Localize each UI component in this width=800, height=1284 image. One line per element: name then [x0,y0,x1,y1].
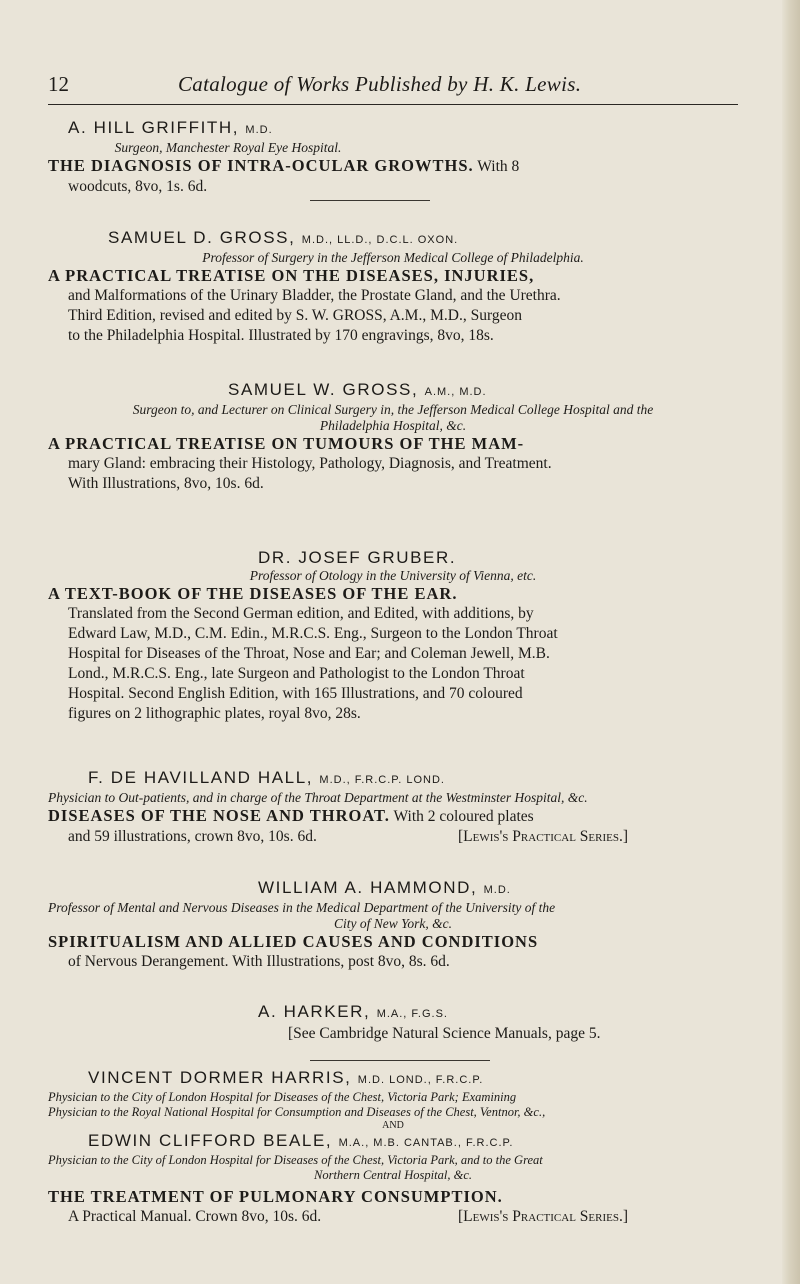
conjunction: AND [382,1120,404,1131]
author-name: SAMUEL W. GROSS, [228,380,419,399]
catalogue-entry [48,878,748,972]
catalogue-entry [48,228,748,346]
book-title: A PRACTICAL TREATISE ON TUMOURS OF THE MAM- [48,434,525,453]
author-name: VINCENT DORMER HARRIS, [88,1068,352,1087]
book-description: of Nervous Derangement. With Illustrations, post 8vo, 8s. 6d. [68,953,450,970]
catalogue-entry [48,380,748,494]
entry-separator [310,1060,490,1061]
header-rule [48,104,738,105]
book-description-line: With Illustrations, 8vo, 10s. 6d. [68,475,264,492]
book-title: DISEASES OF THE NOSE AND THROAT. [48,806,390,825]
author-name: F. DE HAVILLAND HALL, [88,768,314,787]
author-degrees: M.D. [245,124,273,136]
book-description-line [48,827,748,847]
author-degrees: M.A., F.G.S. [376,1008,448,1020]
book-title-line [48,806,748,827]
author-affiliation-line: Philadelphia Hospital, &c. [319,418,467,433]
series-note: [Lewis's Practical Series.] [458,828,629,845]
book-description-line: Third Edition, revised and edited by S. W. GROSS, A.M., M.D., Surgeon [68,307,522,324]
book-description-line: Translated from the Second German edition, and Edited, with additions, by [68,605,534,622]
series-note: [Lewis's Practical Series.] [458,1208,629,1225]
catalogue-entry [48,1002,748,1044]
book-title: THE DIAGNOSIS OF INTRA-OCULAR GROWTHS. [48,156,474,175]
author-line [48,380,748,402]
second-author-affiliation-line: Physician to the City of London Hospital for Diseases of the Chest, Victoria Park, and to the Great [48,1153,543,1167]
author-degrees: M.A., M.B. CANTAB., F.R.C.P. [338,1137,514,1149]
book-title: A TEXT-BOOK OF THE DISEASES OF THE EAR. [48,584,458,603]
book-description-line: figures on 2 lithographic plates, royal 8vo, 28s. [68,705,361,722]
book-description: and 59 illustrations, crown 8vo, 10s. 6d. [68,828,317,845]
author-line [48,1068,748,1090]
catalogue-entry [48,548,748,724]
author-affiliation-line: Physician to the Royal National Hospital for Consumption and Diseases of the Chest, Ventnor, &c., [48,1105,546,1119]
author-line [48,118,748,140]
page-edge-shadow [782,0,800,1284]
book-description-line: Edward Law, M.D., C.M. Edin., M.R.C.S. Eng., Surgeon to the London Throat [68,625,558,642]
book-description-line: Hospital. Second English Edition, with 165 Illustrations, and 70 coloured [68,685,523,702]
author-name: EDWIN CLIFFORD BEALE, [88,1131,333,1150]
book-title: THE TREATMENT OF PULMONARY CONSUMPTION. [48,1187,503,1206]
author-line [48,548,748,568]
author-degrees: M.D. LOND., F.R.C.P. [357,1074,484,1086]
book-description-line [48,1207,748,1227]
author-degrees: A.M., M.D. [424,386,487,398]
book-description-line: mary Gland: embracing their Histology, Pathology, Diagnosis, and Treatment. [68,455,552,472]
cross-reference: [See Cambridge Natural Science Manuals, page 5. [288,1025,601,1042]
author-name: WILLIAM A. HAMMOND, [258,878,478,897]
page-number: 12 [48,72,69,96]
catalogue-entry [48,118,748,197]
book-description: A Practical Manual. Crown 8vo, 10s. 6d. [68,1208,322,1225]
book-title: SPIRITUALISM AND ALLIED CAUSES AND CONDITIONS [48,932,539,951]
running-title: Catalogue of Works Published by H. K. Lewis. [178,72,582,96]
second-author-line [48,1131,748,1153]
author-name: A. HILL GRIFFITH, [68,118,240,137]
book-description-line: and Malformations of the Urinary Bladder, the Prostate Gland, and the Urethra. [68,287,561,304]
author-line [48,228,748,250]
book-title-tail: With 8 [473,158,520,175]
author-affiliation: Physician to Out-patients, and in charge of the Throat Department at the Westminster Hospital, &c. [48,790,588,805]
book-description-line: Lond., M.R.C.S. Eng., late Surgeon and Pathologist to the London Throat [68,665,525,682]
author-line [48,1002,748,1024]
author-name: DR. JOSEF GRUBER. [258,548,457,567]
entry-separator [310,200,430,201]
book-description: woodcuts, 8vo, 1s. 6d. [68,178,208,195]
author-affiliation: Surgeon, Manchester Royal Eye Hospital. [114,140,342,155]
book-title-tail: With 2 coloured plates [389,808,534,825]
author-affiliation-line: Professor of Mental and Nervous Diseases in the Medical Department of the University of the [48,900,556,915]
second-author-affiliation-line: Northern Central Hospital, &c. [314,1168,472,1182]
author-degrees: M.D. [483,884,511,896]
author-line [48,878,748,900]
author-affiliation-line: City of New York, &c. [333,916,452,931]
author-line [48,768,748,790]
book-title: A PRACTICAL TREATISE ON THE DISEASES, INJURIES, [48,266,535,285]
author-name: SAMUEL D. GROSS, [108,228,296,247]
author-affiliation: Professor of Surgery in the Jefferson Medical College of Philadelphia. [202,250,584,265]
author-name: A. HARKER, [258,1002,371,1021]
author-degrees: M.D., F.R.C.P. LOND. [319,774,445,786]
author-affiliation-line: Physician to the City of London Hospital for Diseases of the Chest, Victoria Park; Examining [48,1090,517,1104]
author-degrees: M.D., LL.D., D.C.L. OXON. [301,234,459,246]
book-description-line: to the Philadelphia Hospital. Illustrated by 170 engravings, 8vo, 18s. [68,327,494,344]
author-affiliation: Professor of Otology in the University of Vienna, etc. [249,568,537,583]
catalogue-entry [48,1068,748,1227]
catalogue-entry [48,768,748,847]
author-affiliation-line: Surgeon to, and Lecturer on Clinical Surgery in, the Jefferson Medical College Hospital and the [132,402,654,417]
book-description-line: Hospital for Diseases of the Throat, Nose and Ear; and Coleman Jewell, M.B. [68,645,550,662]
book-title-line [48,156,748,177]
